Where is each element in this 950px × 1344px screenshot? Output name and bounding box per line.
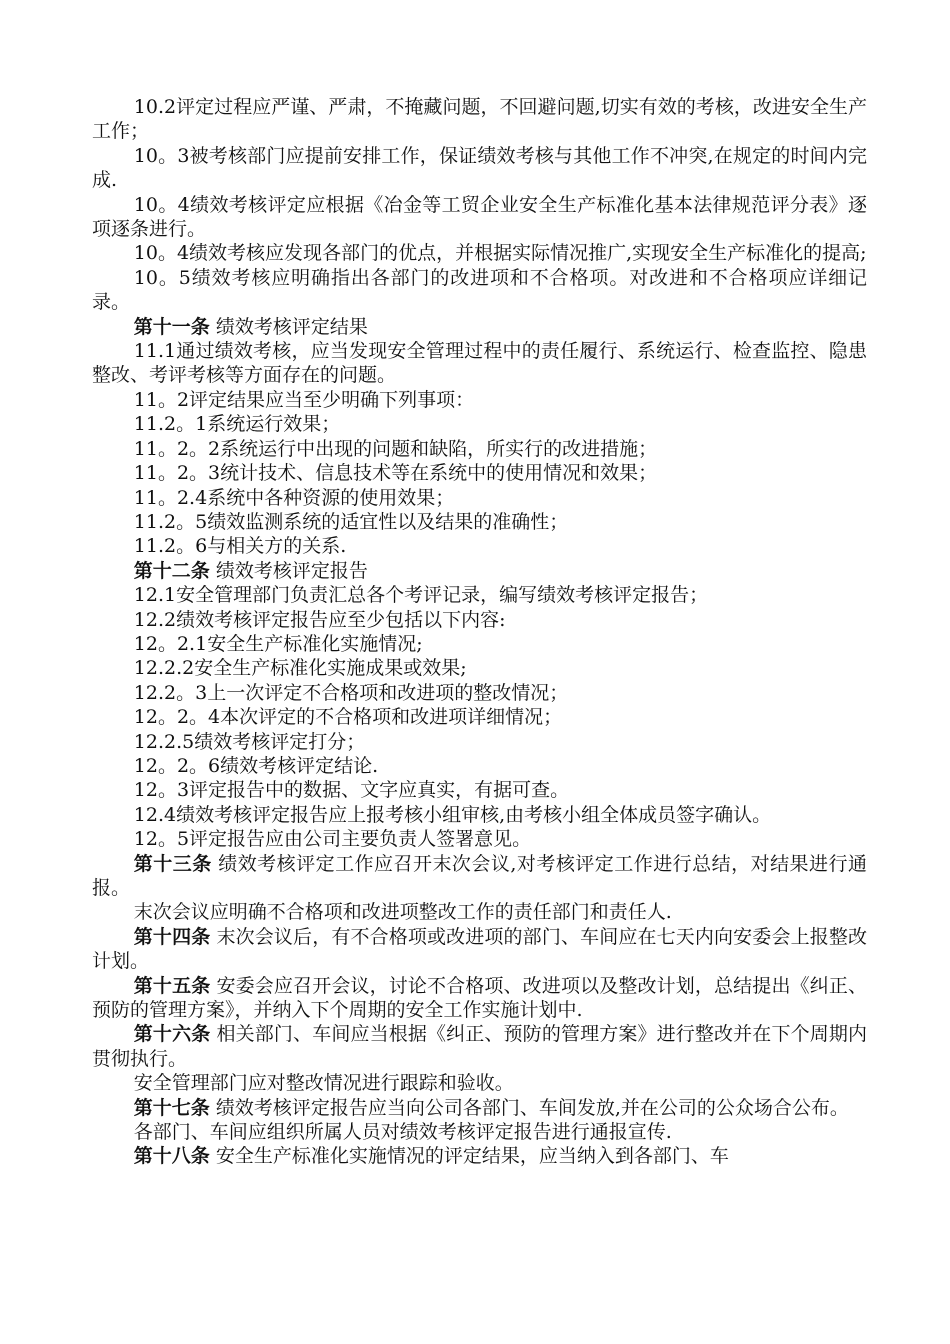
article-paragraph <box>92 1144 867 1168</box>
paragraph-text: 10。4绩效考核应发现各部门的优点，并根据实际情况推广,实现安全生产标准化的提高; <box>133 242 867 265</box>
paragraph <box>92 266 867 315</box>
article-paragraph <box>92 1096 867 1120</box>
paragraph <box>92 510 867 534</box>
article-number: 第十一条 <box>133 315 210 338</box>
paragraph-text: 12。2.1安全生产标准化实施情况; <box>133 632 423 655</box>
paragraph <box>92 583 867 607</box>
article-number: 第十二条 <box>133 559 210 582</box>
paragraph-text: 末次会议应明确不合格项和改进项整改工作的责任部门和责任人. <box>133 901 672 924</box>
paragraph-text: 相关部门、车间应当根据《纠正、预防的管理方案》进行整改并在下个周期内贯彻执行。 <box>92 1023 867 1070</box>
paragraph-text: 11.1通过绩效考核，应当发现安全管理过程中的责任履行、系统运行、检查监控、隐患整改、考评考核等方面存在的问题。 <box>92 340 867 387</box>
paragraph-text: 11.2。6与相关方的关系. <box>133 535 347 558</box>
paragraph <box>92 705 867 729</box>
paragraph <box>92 730 867 754</box>
article-paragraph <box>92 852 867 901</box>
paragraph <box>92 754 867 778</box>
paragraph-text: 绩效考核评定报告 <box>209 559 368 582</box>
paragraph-text: 10.2评定过程应严谨、严肃，不掩藏问题，不回避问题,切实有效的考核，改进安全生产工作； <box>92 96 867 143</box>
article-number: 第十五条 <box>133 974 211 997</box>
paragraph-text: 10。5绩效考核应明确指出各部门的改进项和不合格项。对改进和不合格项应详细记录。 <box>92 266 867 314</box>
article-number: 第十四条 <box>133 925 211 948</box>
paragraph-text: 各部门、车间应组织所属人员对绩效考核评定报告进行通报宣传. <box>133 1121 672 1144</box>
paragraph <box>92 144 867 193</box>
paragraph <box>92 803 867 827</box>
paragraph-text: 11。2。2系统运行中出现的问题和缺陷，所实行的改进措施； <box>133 437 658 460</box>
paragraph-text: 末次会议后，有不合格项或改进项的部门、车间应在七天内向安委会上报整改计划。 <box>92 925 867 973</box>
paragraph <box>92 1071 867 1095</box>
paragraph-text: 11。2.4系统中各种资源的使用效果； <box>133 486 455 509</box>
paragraph <box>92 241 867 265</box>
article-number: 第十六条 <box>133 1023 211 1046</box>
article-number: 第十七条 <box>133 1096 210 1119</box>
article-number: 第十八条 <box>133 1145 210 1168</box>
paragraph-text: 12.2绩效考核评定报告应至少包括以下内容: <box>133 608 506 631</box>
paragraph <box>92 778 867 802</box>
paragraph-text: 12.4绩效考核评定报告应上报考核小组审核,由考核小组全体成员签字确认。 <box>133 803 772 826</box>
paragraph-text: 绩效考核评定工作应召开末次会议,对考核评定工作进行总结，对结果进行通报。 <box>92 852 867 899</box>
paragraph-text: 12.2。3上一次评定不合格项和改进项的整改情况； <box>133 681 569 704</box>
paragraph-text: 10。4绩效考核评定应根据《冶金等工贸企业安全生产标准化基本法律规范评分表》逐项逐条进行。 <box>92 193 867 241</box>
paragraph-text: 安全生产标准化实施情况的评定结果，应当纳入到各部门、车 <box>209 1145 729 1168</box>
article-number: 第十三条 <box>133 852 212 875</box>
article-paragraph <box>92 974 867 1023</box>
paragraph-text: 12。2。6绩效考核评定结论. <box>133 754 379 777</box>
paragraph-text: 安全管理部门应对整改情况进行跟踪和验收。 <box>133 1072 514 1095</box>
paragraph-text: 12。3评定报告中的数据、文字应真实，有据可查。 <box>133 779 570 802</box>
paragraph-text: 12。2。4本次评定的不合格项和改进项详细情况； <box>133 706 563 729</box>
paragraph <box>92 461 867 485</box>
paragraph <box>92 339 867 388</box>
article-paragraph <box>92 559 867 583</box>
paragraph <box>92 486 867 510</box>
paragraph-text: 绩效考核评定报告应当向公司各部门、车间发放,并在公司的公众场合公布。 <box>209 1096 849 1119</box>
document-body <box>92 95 867 1169</box>
paragraph-text: 10。3被考核部门应提前安排工作，保证绩效考核与其他工作不冲突,在规定的时间内完成. <box>92 144 867 192</box>
paragraph <box>92 412 867 436</box>
paragraph <box>92 534 867 558</box>
paragraph-text: 绩效考核评定结果 <box>209 315 368 338</box>
paragraph <box>92 632 867 656</box>
paragraph-text: 12.2.5绩效考核评定打分； <box>133 730 366 753</box>
article-paragraph <box>92 1022 867 1071</box>
article-paragraph <box>92 315 867 339</box>
paragraph <box>92 388 867 412</box>
paragraph <box>92 827 867 851</box>
paragraph-text: 11。2评定结果应当至少明确下列事项： <box>133 388 475 411</box>
paragraph-text: 12.1安全管理部门负责汇总各个考评记录，编写绩效考核评定报告； <box>133 584 709 607</box>
paragraph <box>92 95 867 144</box>
paragraph-text: 11。2。3统计技术、信息技术等在系统中的使用情况和效果； <box>133 462 658 485</box>
paragraph-text: 安委会应召开会议，讨论不合格项、改进项以及整改计划，总结提出《纠正、预防的管理方案》，并纳入下个周期的安全工作实施计划中. <box>92 974 867 1022</box>
paragraph-text: 12.2.2安全生产标准化实施成果或效果; <box>133 657 467 680</box>
paragraph <box>92 437 867 461</box>
paragraph-text: 12。5评定报告应由公司主要负责人签署意见。 <box>133 828 532 851</box>
paragraph <box>92 656 867 680</box>
article-paragraph <box>92 925 867 974</box>
paragraph <box>92 681 867 705</box>
paragraph <box>92 193 867 242</box>
paragraph-text: 11.2。5绩效监测系统的适宜性以及结果的准确性； <box>133 510 569 533</box>
paragraph <box>92 1120 867 1144</box>
paragraph-text: 11.2。1系统运行效果； <box>133 413 341 436</box>
paragraph <box>92 900 867 924</box>
paragraph <box>92 608 867 632</box>
